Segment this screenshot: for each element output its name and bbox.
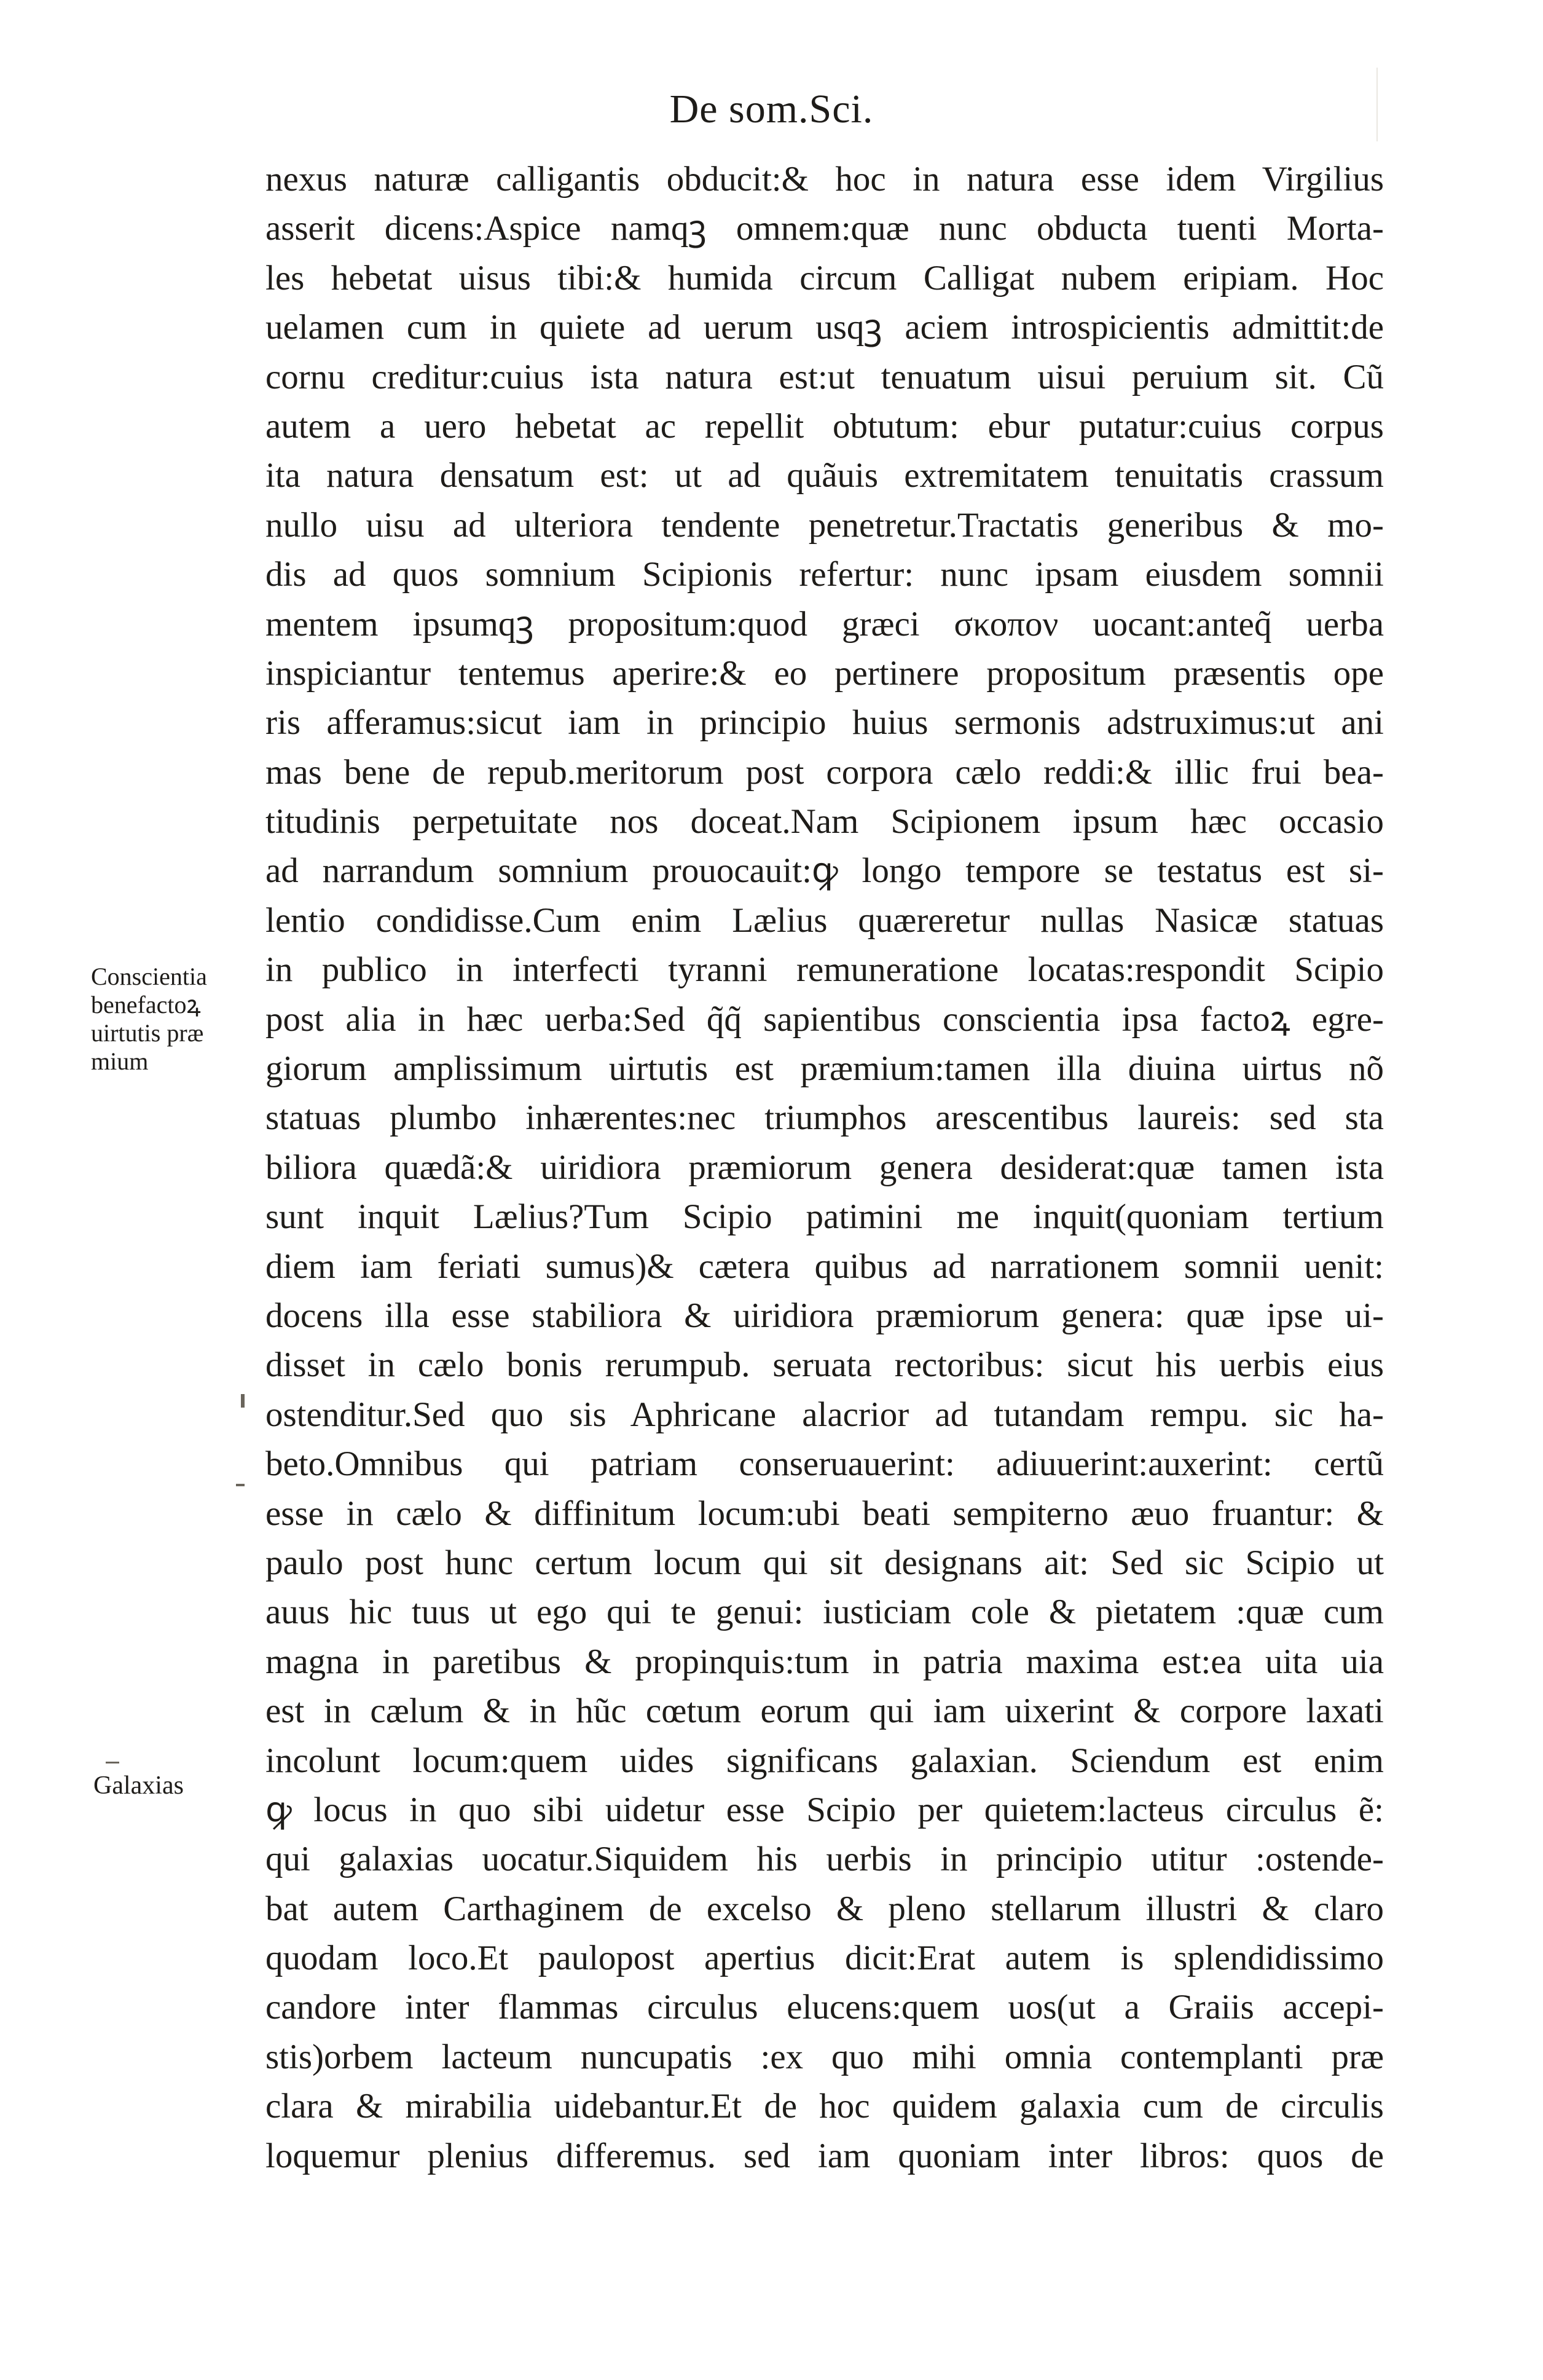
text-line: candore inter flammas circulus elucens:quem uos(ut a Graiis accepi- xyxy=(265,1988,1384,2027)
marginal-note-line: mium xyxy=(91,1047,149,1075)
text-line: paulo post hunc certum locum qui sit designans ait: Sed sic Scipio ut xyxy=(265,1543,1384,1582)
text-line: mas bene de repub.meritorum post corpora cælo reddi:& illic frui bea- xyxy=(265,752,1384,792)
marginal-note-line: uirtutis præ xyxy=(91,1019,204,1047)
text-line: nexus naturæ calligantis obducit:& hoc in natura esse idem Virgilius xyxy=(265,160,1384,199)
text-line: lentio condidisse.Cum enim Lælius quæreretur nullas Nasicæ statuas xyxy=(265,900,1384,940)
text-line: statuas plumbo inhærentes:nec triumphos arescentibus laureis: sed sta xyxy=(265,1098,1384,1138)
text-line: disset in cælo bonis rerumpub. seruata rectoribus: sicut his uerbis eius xyxy=(265,1346,1384,1385)
text-line: beto.Omnibus qui patriam conseruauerint: adiuuerint:auxerint: certũ xyxy=(265,1444,1384,1484)
text-line: nullo uisu ad ulteriora tendente penetretur.Tractatis generibus & mo- xyxy=(265,505,1384,545)
text-line: ris afferamus:sicut iam in principio huius sermonis adstruximus:ut ani xyxy=(265,703,1384,743)
text-line: esse in cælo & diffinitum locum:ubi beati sempiterno æuo fruantur: & xyxy=(265,1494,1384,1533)
margin-mark xyxy=(106,1762,119,1763)
text-line: ostenditur.Sed quo sis Aphricane alacrior ad tutandam rempu. sic ha- xyxy=(265,1395,1384,1434)
text-line: giorum amplissimum uirtutis est præmium:tamen illa diuina uirtus nõ xyxy=(265,1049,1384,1089)
text-line: in publico in interfecti tyranni remuneratione locatas:respondit Scipio xyxy=(265,950,1384,990)
text-line: diem iam feriati sumus)& cætera quibus ad narrationem somnii uenit: xyxy=(265,1247,1384,1286)
text-line: quodam loco.Et paulopost apertius dicit:Erat autem is splendidissimo xyxy=(265,1939,1384,1978)
text-line: asserit dicens:Aspice namqꝫ omnem:quæ nunc obducta tuenti Morta- xyxy=(265,209,1384,248)
text-line: loquemur plenius differemus. sed iam quoniam inter libros: quos de xyxy=(265,2136,1384,2175)
running-head: De som.Sci. xyxy=(669,87,874,132)
text-line: biliora quædã:& uiridiora præmiorum genera desiderat:quæ tamen ista xyxy=(265,1148,1384,1187)
marginal-note-line: benefactoꝝ xyxy=(91,991,201,1019)
text-line: post alia in hæc uerba:Sed q̃q̃ sapientibus conscientia ipsa factoꝝ egre- xyxy=(265,999,1384,1039)
text-line: titudinis perpetuitate nos doceat.Nam Scipionem ipsum hæc occasio xyxy=(265,802,1384,841)
text-line: docens illa esse stabiliora & uiridiora præmiorum genera: quæ ipse ui- xyxy=(265,1296,1384,1335)
text-line: cornu creditur:cuius ista natura est:ut tenuatum uisui peruium sit. Cũ xyxy=(265,357,1384,396)
margin-mark xyxy=(236,1484,245,1486)
marginal-note-line: Galaxias xyxy=(93,1771,184,1800)
body-text xyxy=(265,155,1384,2181)
marginal-note-conscientia xyxy=(91,963,207,1076)
text-line: dis ad quos somnium Scipionis refertur: nunc ipsam eiusdem somnii xyxy=(265,555,1384,594)
text-line: sunt inquit Lælius?Tum Scipio patimini me inquit(quoniam tertium xyxy=(265,1197,1384,1237)
text-line: clara & mirabilia uidebantur.Et de hoc quidem galaxia cum de circulis xyxy=(265,2087,1384,2126)
text-line: ita natura densatum est: ut ad quãuis extremitatem tenuitatis crassum xyxy=(265,456,1384,495)
text-line: est in cælum & in hũc cœtum eorum qui iam uixerint & corpore laxati xyxy=(265,1692,1384,1731)
text-line: uelamen cum in quiete ad uerum usqꝫ aciem introspicientis admittit:de xyxy=(265,308,1384,347)
text-line: ad narrandum somnium prouocauit:ꝙ longo tempore se testatus est si- xyxy=(265,851,1384,891)
text-line: inspiciantur tentemus aperire:& eo pertinere propositum præsentis ope xyxy=(265,653,1384,693)
text-line: les hebetat uisus tibi:& humida circum Calligat nubem eripiam. Hoc xyxy=(265,258,1384,298)
text-line: mentem ipsumqꝫ propositum:quod græci σκοπον uocant:anteq̃ uerba xyxy=(265,604,1384,644)
text-line: auus hic tuus ut ego qui te genui: iusticiam cole & pietatem :quæ cum xyxy=(265,1593,1384,1632)
margin-mark xyxy=(241,1394,245,1408)
text-line: autem a uero hebetat ac repellit obtutum: ebur putatur:cuius corpus xyxy=(265,406,1384,446)
text-line: incolunt locum:quem uides significans galaxian. Sciendum est enim xyxy=(265,1741,1384,1780)
marginal-note-line: Conscientia xyxy=(91,963,207,990)
text-line: bat autem Carthaginem de excelso & pleno stellarum illustri & claro xyxy=(265,1889,1384,1928)
text-line: magna in paretibus & propinquis:tum in patria maxima est:ea uita uia xyxy=(265,1642,1384,1681)
text-line: qui galaxias uocatur.Siquidem his uerbis in principio utitur :ostende- xyxy=(265,1840,1384,1879)
marginal-note-galaxias xyxy=(93,1771,184,1800)
text-line: stis)orbem lacteum nuncupatis :ex quo mihi omnia contemplanti præ xyxy=(265,2037,1384,2076)
text-line: ꝙ locus in quo sibi uidetur esse Scipio per quietem:lacteus circulus ẽ: xyxy=(265,1790,1384,1829)
